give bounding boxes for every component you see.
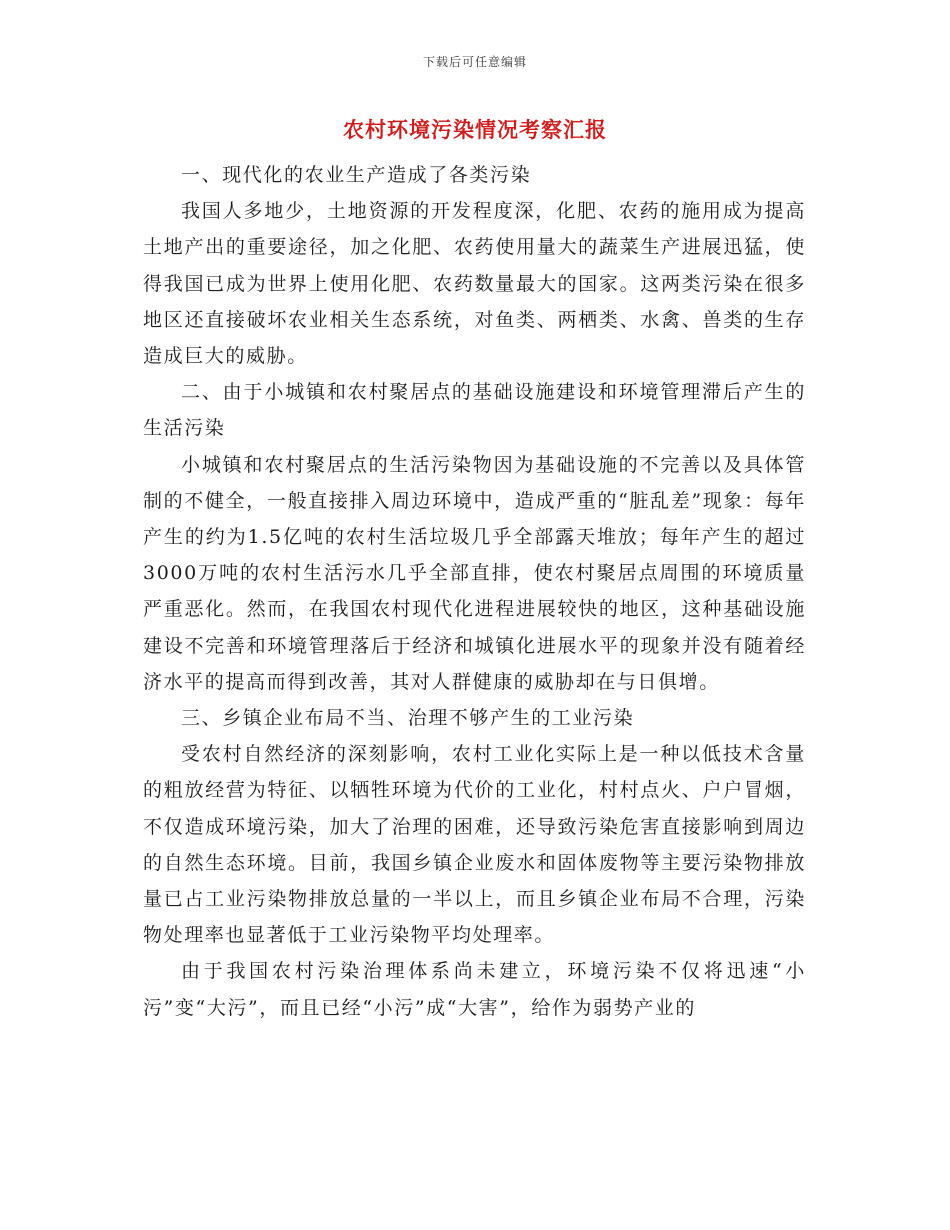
- paragraph-4: 由于我国农村污染治理体系尚未建立，环境污染不仅将迅速“小污”变“大污”，而且已经“小污”成“大害”，给作为弱势产业的: [143, 960, 806, 1019]
- section-heading-3: 三、乡镇企业布局不当、治理不够产生的工业污染: [181, 707, 635, 730]
- paragraph-1: 我国人多地少，土地资源的开发程度深，化肥、农药的施用成为提高土地产出的重要途径，加之化肥、农药使用量大的蔬菜生产进展迅猛，使得我国已成为世界上使用化肥、农药数量最大的国家。这两类污染在很多地区还直接破坏农业相关生态系统，对鱼类、两栖类、水禽、兽类的生存造成巨大的威胁。: [143, 200, 806, 368]
- section-heading-1: 一、现代化的农业生产造成了各类污染: [181, 164, 532, 186]
- section-heading-2: 二、由于小城镇和农村聚居点的基础设施建设和环境管理滞后产生的生活污染: [143, 381, 806, 440]
- paragraph-3: 受农村自然经济的深刻影响，农村工业化实际上是一种以低技术含量的粗放经营为特征、以牺牲环境为代价的工业化，村村点火、户户冒烟，不仅造成环境污染，加大了治理的困难，还导致污染危害直接影响到周边的自然生态环境。目前，我国乡镇企业废水和固体废物等主要污染物排放量已占工业污染物排放总量的一半以上，而且乡镇企业布局不合理，污染物处理率也显著低于工业污染物平均处理率。: [143, 743, 806, 947]
- document-body: [143, 157, 806, 1026]
- page-header: 下载后可任意编辑: [422, 55, 527, 69]
- paragraph-2: 小城镇和农村聚居点的生活污染物因为基础设施的不完善以及具体管制的不健全，一般直接排入周边环境中，造成严重的“脏乱差”现象：每年产生的约为1.5亿吨的农村生活垃圾几乎全部露天堆放；每年产生的超过3000万吨的农村生活污水几乎全部直排，使农村聚居点周围的环境质量严重恶化。然而，在我国农村现代化进程进展较快的地区，这种基础设施建设不完善和环境管理落后于经济和城镇化进展水平的现象并没有随着经济水平的提高而得到改善，其对人群健康的威胁却在与日俱增。: [143, 453, 806, 693]
- document-title: 农村环境污染情况考察汇报: [343, 117, 607, 142]
